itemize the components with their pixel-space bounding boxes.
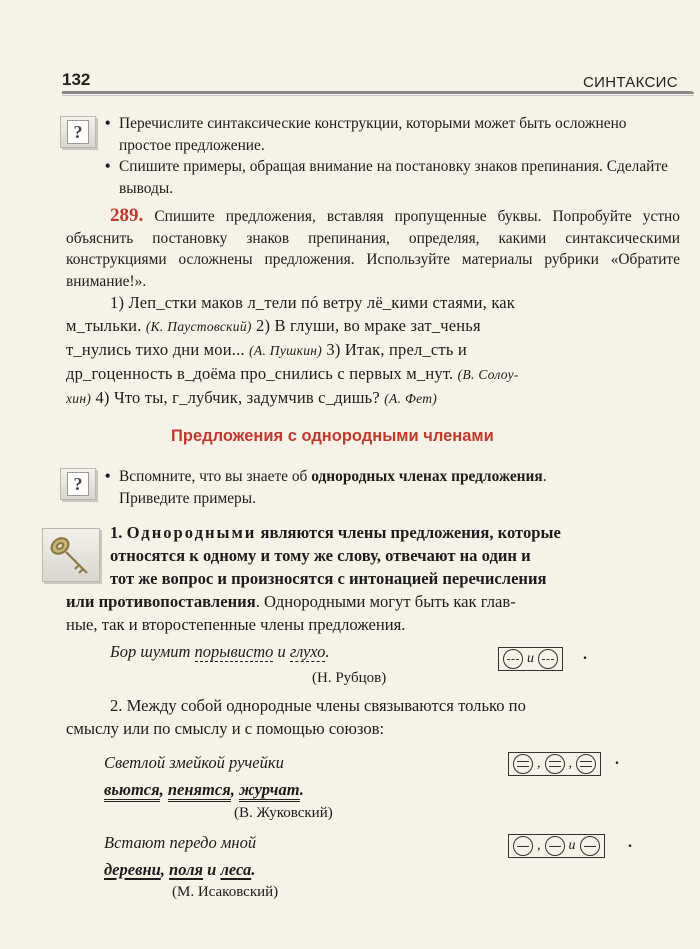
schema-period: . (628, 834, 632, 851)
circle-solid-icon (513, 836, 533, 856)
circle-solid-icon (545, 836, 565, 856)
question-icon: ? (60, 116, 96, 148)
homogeneous-member: глухо (289, 642, 326, 661)
predicate: пенятся (168, 780, 231, 802)
example-2-source: (В. Жуковский) (234, 805, 333, 821)
schema-period: . (615, 751, 619, 768)
example-3-source: (М. Исаковский) (172, 884, 279, 900)
ex-line-5: хин) 4) Что ты, г_лубчик, задумчив с_дишь? (А. Фет) (66, 388, 438, 407)
page-number: 132 (62, 70, 91, 89)
schema-period: . (583, 646, 587, 663)
term-homogeneous: Однородными (126, 523, 257, 542)
exercise-number: 289. (110, 205, 144, 226)
section-title: Предложения с однородными членами (171, 427, 494, 445)
circle-solid-icon (580, 836, 600, 856)
question-icon-2: ? (60, 468, 96, 500)
rule-1: 1. Однородными являются члены предложения, которые относятся к одному и тому же слову, отвечают на один и тот же вопрос и произносятся с интонацией перечисления или противопоставления. Однородными могут быть как глав- ные, так и второстепенные члены предложения. (66, 523, 561, 634)
exercise-289-task: 289. Спишите предложения, вставляя пропущенные буквы. Попробуйте устно объяснить постановку знаков препинания, определяя, какими синтаксическими конструкциями осложнены предложения. Используйте материалы рубрики «Обратите внимание!». (66, 205, 680, 290)
subject: леса (220, 860, 252, 879)
circle-dashed-icon (503, 649, 523, 669)
homogeneous-member: порывисто (194, 642, 274, 661)
ex-line-1: 1) Леп_стки маков л_тели пó ветру лё_кими стаями, как (110, 293, 516, 312)
question1-bullets (105, 113, 675, 199)
schema-2: , , (508, 752, 601, 776)
running-header: СИНТАКСИС (583, 74, 678, 91)
circle-double-icon (576, 754, 596, 774)
predicate: вьются (104, 780, 160, 802)
ex-line-3: т_нулись тихо дни мои... (А. Пушкин) 3) Итак, прел_сть и (66, 340, 467, 359)
example-1: Бор шумит порывисто и глухо. (110, 642, 330, 661)
header-rule (62, 91, 694, 94)
subject: поля (169, 860, 204, 879)
question1-bullet-1: • Перечислите синтаксические конструкции, которыми может быть осложнено простое предложение. (105, 115, 627, 154)
subject: деревни (104, 860, 161, 879)
schema-1: и (498, 647, 563, 671)
example-1-source: (Н. Рубцов) (312, 670, 387, 686)
ex-line-4: др_гоценность в_доёма про_снились с первых м_нут. (В. Солоу- (66, 364, 519, 383)
header-rule-shadow (62, 95, 694, 96)
schema-3: , и (508, 834, 605, 858)
question1-bullet-2: • Спишите примеры, обращая внимание на постановку знаков препинания. Сделайте выводы. (105, 158, 668, 197)
exercise-289-sentences (66, 291, 680, 410)
example-2: Светлой змейкой ручейки вьются, пенятся, журчат. (104, 749, 304, 803)
example-3: Встают передо мной деревни, поля и леса. (104, 833, 257, 879)
rule-2: 2. Между собой однородные члены связываются только по смыслу или по смыслу и с помощью союзов: (66, 696, 526, 738)
circle-dashed-icon (538, 649, 558, 669)
question2-bullet: • Вспомните, что вы знаете об однородных членах предложения. (105, 468, 547, 485)
question2: • Вспомните, что вы знаете об однородных членах предложения. Приведите примеры. (105, 466, 680, 509)
ex-line-2: м_тыльки. (К. Паустовский) 2) В глуши, во мраке зат_ченья (66, 316, 481, 335)
predicate: журчат (239, 780, 300, 802)
circle-double-icon (545, 754, 565, 774)
circle-double-icon (513, 754, 533, 774)
